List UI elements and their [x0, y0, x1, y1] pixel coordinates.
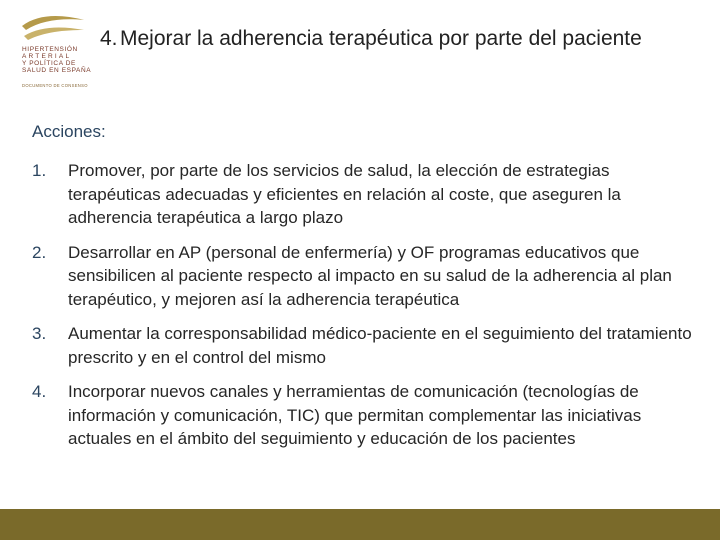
list-item: [32, 322, 702, 369]
logo-text-line-1: HIPERTENSIÓN: [22, 46, 78, 53]
list-item: [32, 159, 702, 230]
logo-text-line-4: SALUD EN ESPAÑA: [22, 67, 92, 74]
action-list: [32, 159, 702, 451]
list-item-text: Incorporar nuevos canales y herramientas de comunicación (tecnologías de información y comunicación, TIC) que permitan complementar las iniciativas actuales en el ámbito del seguimiento y educación de los pacientes: [68, 382, 642, 448]
list-item-number: 4.: [32, 382, 47, 401]
list-item-text: Aumentar la corresponsabilidad médico-paciente en el seguimiento del tratamiento prescrito y en el control del mismo: [68, 324, 692, 367]
logo-text-line-5: DOCUMENTO DE CONSENSO: [22, 83, 88, 88]
slide-title-number: 4.: [100, 27, 118, 50]
logo: [18, 12, 90, 94]
slide-title: [100, 24, 660, 54]
slide-title-text: Mejorar la adherencia terapéutica por parte del paciente: [120, 27, 642, 50]
list-item: [32, 241, 702, 312]
section-label: Acciones:: [32, 122, 106, 141]
logo-text-line-2: ARTERIAL: [22, 53, 72, 60]
list-item-number: 1.: [32, 161, 47, 180]
list-item-text: Promover, por parte de los servicios de salud, la elección de estrategias terapéuticas adecuadas y eficientes en relación al coste, que aseguren la adherencia terapéutica a largo plazo: [68, 161, 621, 227]
logo-text-line-3: Y POLÍTICA DE: [22, 60, 76, 67]
logo-swoosh-icon: [20, 12, 86, 44]
footer-bar: [0, 509, 720, 540]
list-item: [32, 380, 702, 451]
list-item-number: 2.: [32, 242, 47, 262]
list-item-text: Desarrollar en AP (personal de enfermería) y OF programas educativos que sensibilicen al paciente respecto al impacto en su salud de la adherencia al plan terapéutico, y mejoren así la adherencia terapéutica: [68, 242, 672, 309]
list-item-number: 3.: [32, 324, 47, 343]
